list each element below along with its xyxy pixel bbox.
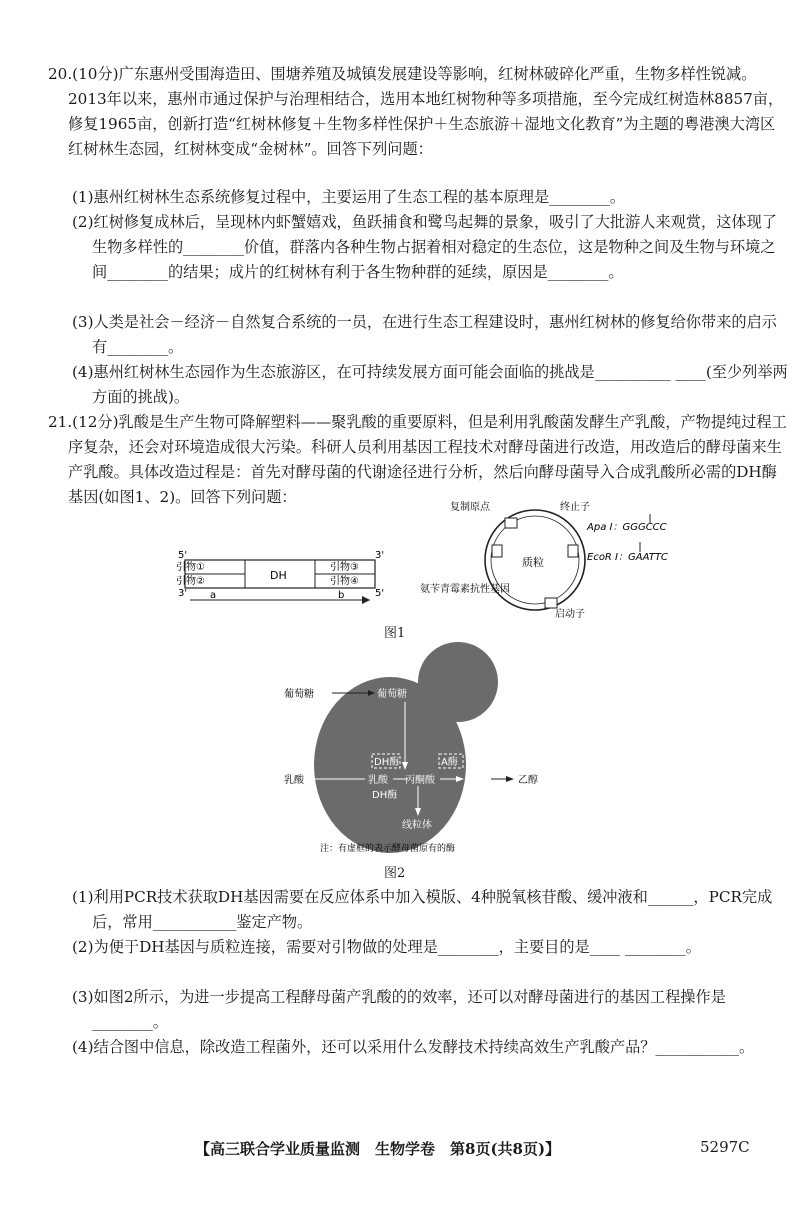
terminator-label: 终止子 bbox=[560, 502, 590, 513]
three-prime-left: 3' bbox=[178, 588, 188, 599]
primer-3: 引物③ bbox=[330, 562, 359, 573]
pcr-diagram bbox=[176, 550, 384, 604]
promoter-label: 启动子 bbox=[555, 609, 585, 620]
ethanol-inside: 乙醇 bbox=[465, 775, 485, 786]
a-enzyme-label: A酶 bbox=[441, 757, 458, 768]
figure-2-note: 注：有虚框的表示酵母菌原有的酶 bbox=[320, 844, 456, 854]
yeast-bud bbox=[418, 642, 498, 722]
q21-part1: (1)利用PCR技术获取DH基因需要在反应体系中加入模版、4种脱氧核苷酸、缓冲液和______，PCR完成后，常用___________鉴定产物。 bbox=[72, 888, 773, 931]
q20-part1: (1)惠州红树林生态系统修复过程中，主要运用了生态工程的基本原理是________。 bbox=[72, 188, 626, 206]
q21-stem: 21.(12分)乳酸是生产生物可降解塑料——聚乳酸的重要原料，但是利用乳酸菌发酵生产乳酸，产物提纯过程工序复杂，还会对环境造成很大污染。科研人员利用基因工程技术对酵母菌进行改造，用改造后的酵母菌来生产乳酸。具体改造过程是：首先对酵母菌的代谢途径进行分析，然后向酵母菌导入合成乳酸所必需的DH酶基因(如图1、2)。回答下列问题： bbox=[48, 413, 787, 506]
resistance-gene-label: 氨苄青霉素抗性基因 bbox=[420, 584, 510, 595]
figure-2-caption: 图2 bbox=[384, 866, 406, 881]
q20-part2: (2)红树修复成林后，呈现林内虾蟹嬉戏，鱼跃捕食和鹭鸟起舞的景象，吸引了大批游人来观赏，这体现了生物多样性的________价值，群落内各种生物占据着相对稳定的生态位，这是物种之间及生物与环境之间________的结果；成片的红树林有利于各生物种群的延续，原因是________。 bbox=[72, 213, 777, 281]
mitochondria-label: 线粒体 bbox=[402, 820, 432, 831]
q20-stem: 20.(10分)广东惠州受围海造田、围塘养殖及城镇发展建设等影响，红树林破碎化严重，生物多样性锐减。2013年以来，惠州市通过保护与治理相结合，选用本地红树物种等多项措施，至今完成红树造林8857亩，修复1965亩，创新打造“红树林修复＋生物多样性保护＋生态旅游＋湿地文化教育”为主题的粤港澳大湾区红树林生态园，红树林变成“金树林”。回答下列问题： bbox=[48, 65, 784, 158]
q20-part3: (3)人类是社会－经济－自然复合系统的一员，在进行生态工程建设时，惠州红树林的修复给你带来的启示有________。 bbox=[72, 313, 777, 356]
page-footer: 【高三联合学业质量监测 生物学卷 第8页(共8页)】 bbox=[195, 1140, 561, 1158]
five-prime-left: 5' bbox=[178, 550, 188, 561]
q20-part4: (4)惠州红树林生态园作为生态旅游区，在可持续发展方面可能会面临的挑战是__________ ____(至少列举两方面的挑战)。 bbox=[72, 363, 788, 406]
eco-site-label: EcoR I：GAATTC bbox=[587, 552, 668, 563]
three-prime-right-top: 3' bbox=[375, 550, 385, 561]
gene-dh-label: DH bbox=[270, 569, 287, 582]
figure-1-caption: 图1 bbox=[384, 626, 406, 641]
q21-part2: (2)为便于DH基因与质粒连接，需要对引物做的处理是________，主要目的是____ ________。 bbox=[72, 938, 701, 956]
primer-4: 引物④ bbox=[330, 576, 359, 587]
pyruvate-label: 丙酮酸 bbox=[405, 775, 435, 786]
primer-2: 引物② bbox=[176, 576, 205, 587]
apa-site-label: Apa I：GGGCCC bbox=[587, 522, 667, 533]
lactic-outside: 乳酸 bbox=[284, 775, 304, 786]
dh-enzyme-label: DH酶 bbox=[372, 790, 398, 801]
plasmid-label: 质粒 bbox=[522, 556, 544, 569]
q21-part4: (4)结合图中信息，除改造工程菌外，还可以采用什么发酵技术持续高效生产乳酸产品？___________。 bbox=[72, 1038, 755, 1056]
lactic-inside: 乳酸 bbox=[368, 775, 388, 786]
figure-1 bbox=[150, 500, 700, 620]
label-a: a bbox=[210, 590, 217, 601]
ori-label: 复制原点 bbox=[450, 502, 490, 513]
ethanol-outside: 乙醇 bbox=[518, 775, 538, 786]
plasmid-diagram bbox=[420, 500, 668, 620]
glucose-outside: 葡萄糖 bbox=[284, 689, 314, 700]
five-prime-right-bottom: 5' bbox=[375, 588, 385, 599]
label-b: b bbox=[338, 590, 345, 601]
figure-2 bbox=[280, 640, 550, 860]
glucose-inside: 葡萄糖 bbox=[377, 689, 407, 700]
paper-code: 5297C bbox=[700, 1138, 750, 1156]
q21-part3: (3)如图2所示，为进一步提高工程酵母菌产乳酸的的效率，还可以对酵母菌进行的基因工程操作是________。 bbox=[72, 988, 726, 1031]
dh-enzyme-box-label: DH酶 bbox=[374, 757, 400, 768]
primer-1: 引物① bbox=[176, 562, 205, 573]
